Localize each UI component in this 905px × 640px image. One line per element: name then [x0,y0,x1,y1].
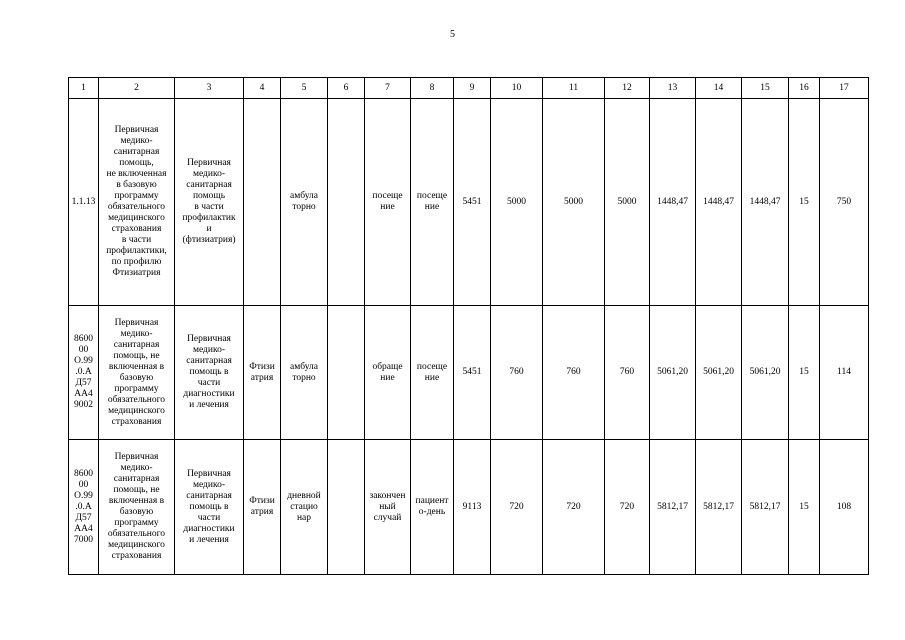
table-cell: 5000 [491,99,543,306]
table-cell: 1448,47 [650,99,696,306]
services-table [68,77,869,575]
table-cell: 15 [789,99,820,306]
table-cell: 5451 [454,99,491,306]
table-cell: 720 [543,440,605,575]
table-cell: 1.1.13 [69,99,99,306]
table-cell: посеще ние [411,306,454,440]
table-cell: 9113 [454,440,491,575]
table-cell [328,99,365,306]
header-cell: 8 [411,78,454,99]
table-cell [244,99,281,306]
table-cell: Первичная медико- санитарная помощь в части диагностики и лечения [175,306,244,440]
table-cell: 15 [789,440,820,575]
table-cell: 1448,47 [742,99,789,306]
header-cell: 6 [328,78,365,99]
header-cell: 15 [742,78,789,99]
table-cell: закончен ный случай [365,440,411,575]
header-cell: 12 [605,78,650,99]
header-cell: 11 [543,78,605,99]
table-cell: 5061,20 [696,306,742,440]
table-cell: Фтизи атрия [244,306,281,440]
header-cell: 1 [69,78,99,99]
table-cell: 760 [543,306,605,440]
table-cell: посеще ние [365,99,411,306]
table-cell: амбула торно [281,99,328,306]
table-cell: 8600 00 О.99 .0.А Д57 АА4 9002 [69,306,99,440]
table-cell: Первичная медико- санитарная помощь, не включенная в базовую программу обязательного медицинского страхования [99,306,175,440]
header-cell: 14 [696,78,742,99]
table-cell: 5812,17 [696,440,742,575]
table-cell: 5061,20 [650,306,696,440]
table-cell: 5000 [605,99,650,306]
table-cell: 1448,47 [696,99,742,306]
header-cell: 13 [650,78,696,99]
table-cell: дневной стацио нар [281,440,328,575]
table-header-row [69,78,869,99]
table-cell: 108 [820,440,869,575]
table-cell: 720 [491,440,543,575]
table-cell: 760 [605,306,650,440]
table-cell: 8600 00 О.99 .0.А Д57 АА4 7000 [69,440,99,575]
header-cell: 16 [789,78,820,99]
table-row [69,99,869,306]
header-cell: 4 [244,78,281,99]
table-cell: 5812,17 [742,440,789,575]
header-cell: 7 [365,78,411,99]
table-cell: 760 [491,306,543,440]
table-cell: пациент о-день [411,440,454,575]
header-cell: 9 [454,78,491,99]
table-row [69,306,869,440]
table-cell: 750 [820,99,869,306]
table-cell [328,306,365,440]
table-cell: Первичная медико- санитарная помощь в части диагностики и лечения [175,440,244,575]
table-cell: 5451 [454,306,491,440]
header-cell: 17 [820,78,869,99]
table-cell: Фтизи атрия [244,440,281,575]
table-cell: 5000 [543,99,605,306]
header-cell: 3 [175,78,244,99]
table-cell: Первичная медико- санитарная помощь, не включенная в базовую программу обязательного медицинского страхования в части профилактики, по профилю Фтизиатрия [99,99,175,306]
table-cell: 720 [605,440,650,575]
page-number: 5 [450,29,455,40]
table-cell: обраще ние [365,306,411,440]
table-cell: Первичная медико- санитарная помощь в части профилактик и (фтизиатрия) [175,99,244,306]
header-cell: 2 [99,78,175,99]
table-cell: 114 [820,306,869,440]
table-cell: 15 [789,306,820,440]
table-cell: амбула торно [281,306,328,440]
table-cell: 5812,17 [650,440,696,575]
table-cell: Первичная медико- санитарная помощь, не включенная в базовую программу обязательного медицинского страхования [99,440,175,575]
table-cell [328,440,365,575]
header-cell: 5 [281,78,328,99]
table-cell: 5061,20 [742,306,789,440]
table-cell: посеще ние [411,99,454,306]
header-cell: 10 [491,78,543,99]
table-row [69,440,869,575]
